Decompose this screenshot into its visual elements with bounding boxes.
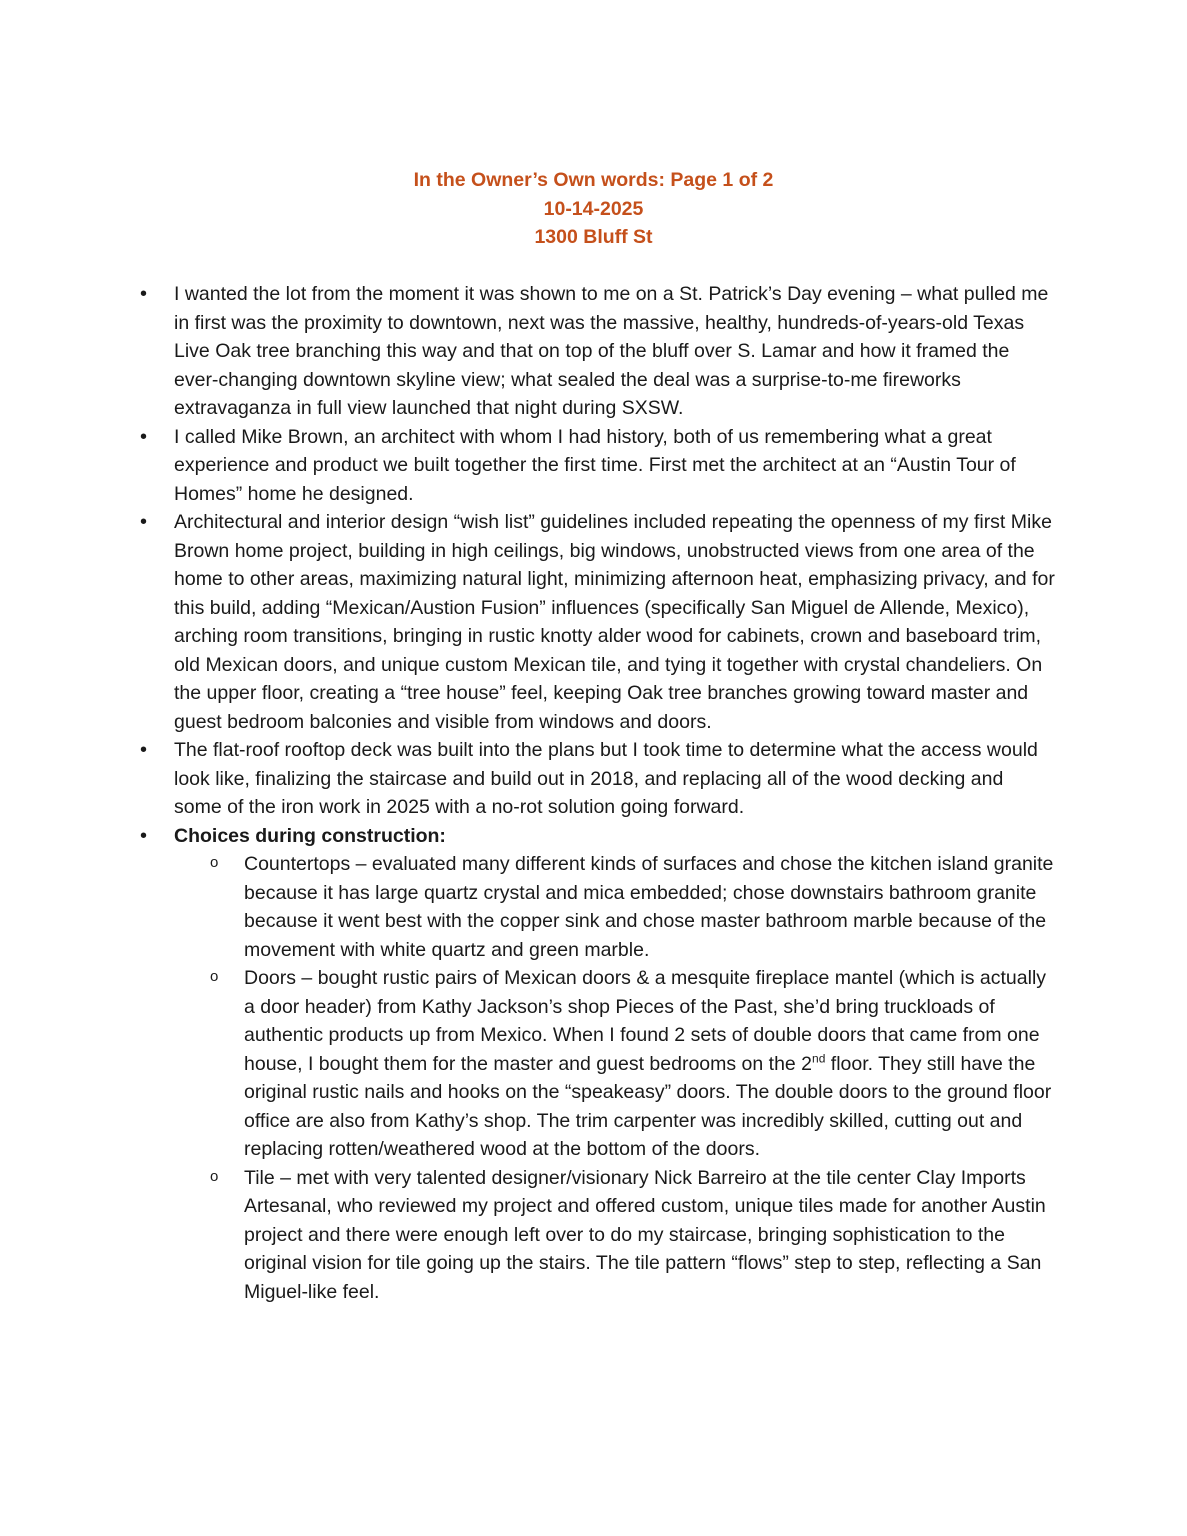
document-body [136,280,1056,1306]
bullet-list [136,280,1056,1306]
document-header [0,166,1187,252]
doors-superscript: nd [812,1051,826,1065]
choices-sublist [174,850,1056,1306]
choice-doors [244,964,1056,1164]
bullet-choices [136,822,1056,1307]
bullet-rooftop-deck: • The flat-roof rooftop deck was built into the plans but I took time to determine what the access would look like, finalizing the staircase and build out in 2018, and replacing all of the wood decking and some of the iron work in 2025 with a no-rot solution going forward. [136,736,1056,822]
choice-countertops: o Countertops – evaluated many different kinds of surfaces and chose the kitchen island granite because it has large quartz crystal and mica embedded; chose downstairs bathroom granite because it went best with the copper sink and chose master bathroom marble because of the movement with white quartz and green marble. [244,850,1056,964]
bullet-lot: • I wanted the lot from the moment it was shown to me on a St. Patrick’s Day evening – what pulled me in first was the proximity to downtown, next was the massive, healthy, hundreds-of-years-old Texas Live Oak tree branching this way and that on top of the bluff over S. Lamar and how it framed the ever-changing downtown skyline view; what sealed the deal was a surprise-to-me fireworks extravaganza in full view launched that night during SXSW. [136,280,1056,423]
bullet-architect: • I called Mike Brown, an architect with whom I had history, both of us remembering what a great experience and product we built together the first time. First met the architect at an “Austin Tour of Homes” home he designed. [136,423,1056,509]
header-address: 1300 Bluff St [534,226,653,248]
choice-tile: o Tile – met with very talented designer/visionary Nick Barreiro at the tile center Clay Imports Artesanal, who reviewed my project and offered custom, unique tiles made for another Austin project and there were enough left over to do my staircase, bringing sophistication to the original vision for tile going up the stairs. The tile pattern “flows” step to step, reflecting a San Miguel-like feel. [244,1164,1056,1307]
doors-text-part1: Doors – bought rustic pairs of Mexican doors & a mesquite fireplace mantel (which is actually a door header) from Kathy Jackson’s shop Pieces of the Past, she’d bring truckloads of authentic products up from Mexico. When I found 2 sets of double doors that came from one house, I bought them for the master and guest bedrooms on the 2 [244,967,1047,1075]
bullet-wish-list: • Architectural and interior design “wish list” guidelines included repeating the openness of my first Mike Brown home project, building in high ceilings, big windows, unobstructed views from one area of the home to other areas, maximizing natural light, minimizing afternoon heat, emphasizing privacy, and for this build, adding “Mexican/Austion Fusion” influences (specifically San Miguel de Allende, Mexico), arching room transitions, bringing in rustic knotty alder wood for cabinets, crown and baseboard trim, old Mexican doors, and unique custom Mexican tile, and tying it together with crystal chandeliers. On the upper floor, creating a “tree house” feel, keeping Oak tree branches growing toward master and guest bedroom balconies and visible from windows and doors. [136,508,1056,736]
header-date: 10-14-2025 [543,197,644,220]
header-title: In the Owner’s Own words: Page 1 of 2 [413,169,774,191]
doors-text-part2: floor. They still have the original rustic nails and hooks on the “speakeasy” doors. The double doors to the ground floor office are also from Kathy’s shop. The trim carpenter was incredibly skilled, cutting out and replacing rotten/weathered wood at the bottom of the doors. [244,1052,1052,1160]
choices-heading: Choices during construction: [174,824,446,847]
